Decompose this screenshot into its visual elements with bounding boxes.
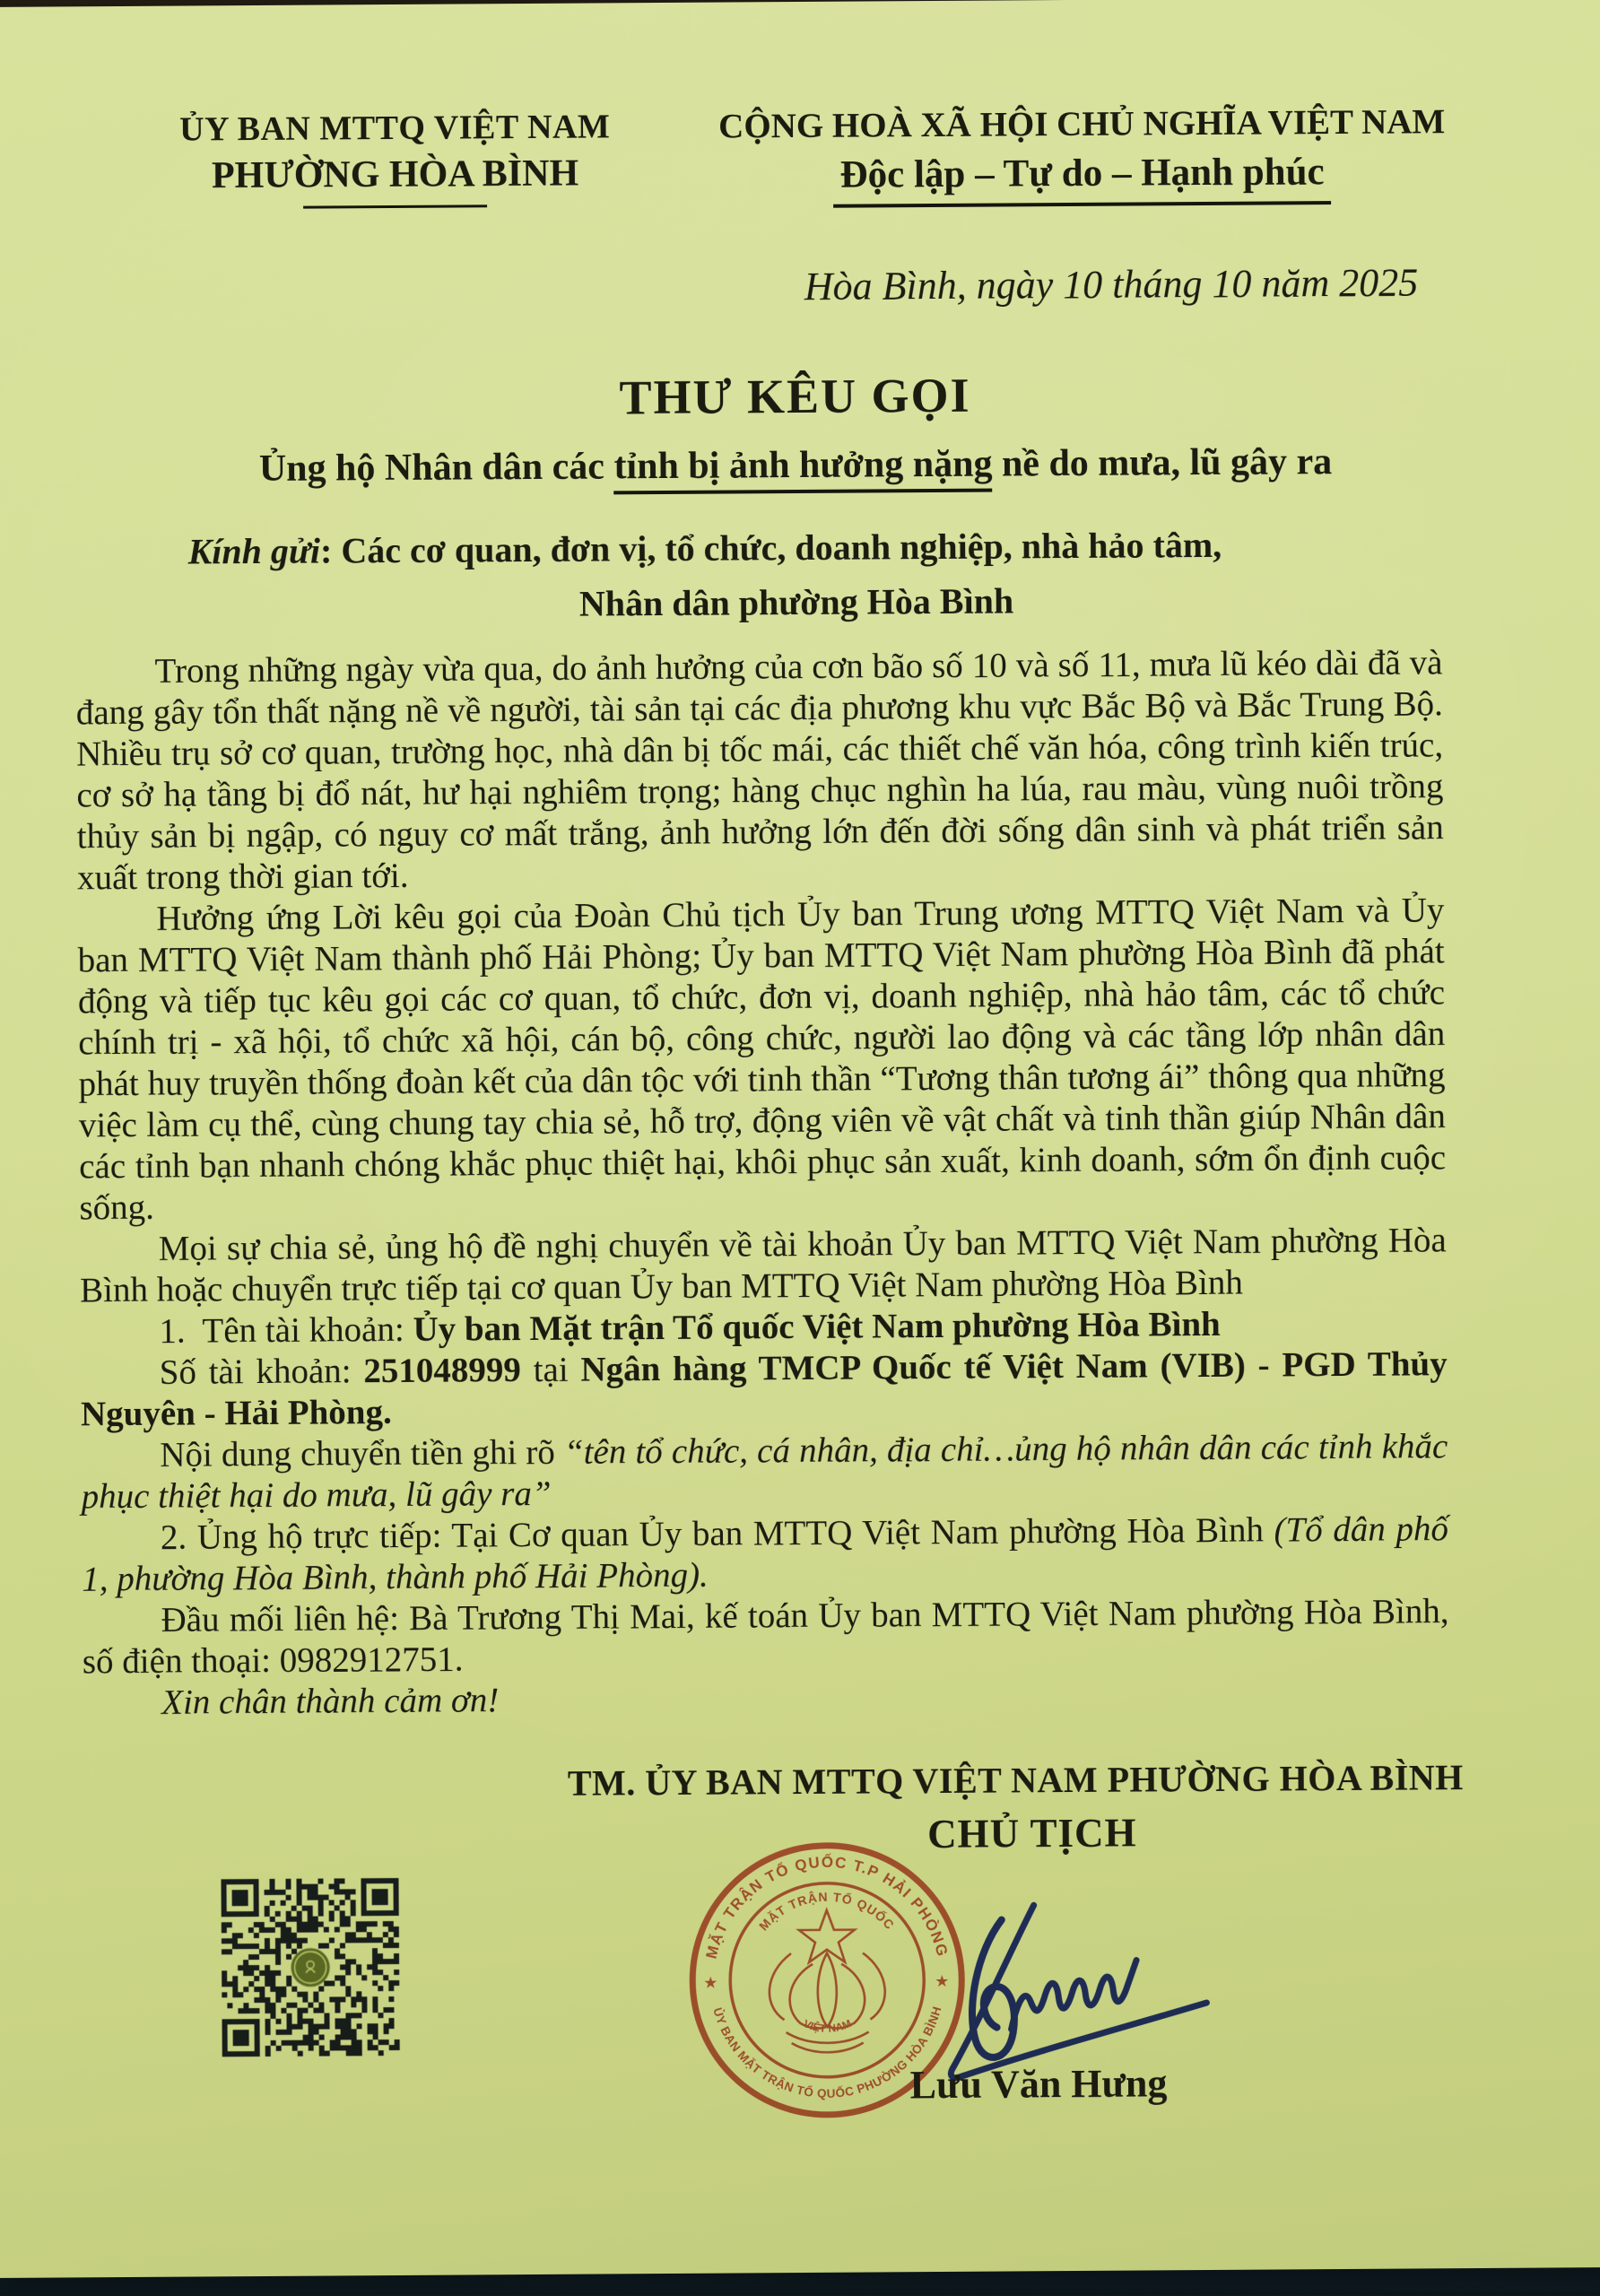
issuing-org-block <box>106 107 683 213</box>
motto-underline <box>833 201 1331 208</box>
letterhead <box>106 101 1481 213</box>
account-number-label: Số tài khoản: <box>159 1352 364 1392</box>
date-line: Hòa Bình, ngày 10 tháng 10 năm 2025 <box>804 260 1419 309</box>
issuing-org-line2: PHƯỜNG HÒA BÌNH <box>211 152 579 197</box>
thanks-line: Xin chân thành cảm ơn! <box>161 1681 500 1722</box>
letter-body <box>75 642 1449 1724</box>
account-name-label: 1. Tên tài khoản: <box>159 1309 413 1351</box>
account-number-line <box>81 1344 1448 1435</box>
contact-line: Đầu mối liên hệ: Bà Trương Thị Mai, kế toán Ủy ban MTTQ Việt Nam phường Hòa Bình, số điện thoại: 0982912751. <box>82 1592 1449 1682</box>
bank-name: Ngân hàng TMCP Quốc tế Việt Nam (VIB) - PGD Thủy Nguyên - Hải Phòng. <box>80 1344 1448 1434</box>
subtitle-underlined: tỉnh bị ảnh hưởng nặng <box>613 444 992 495</box>
issuing-org-line1: ỦY BAN MTTQ VIỆT NAM <box>179 108 611 149</box>
document-title: THƯ KÊU GỌI <box>619 368 971 425</box>
paragraph-appeal: Hưởng ứng Lời kêu gọi của Đoàn Chủ tịch Ủy ban Trung ương MTTQ Việt Nam và Ủy ban MTTQ Việt Nam thành phố Hải Phòng; Ủy ban MTTQ Việt Nam phường Hòa Bình đã phát động và tiếp tục kêu gọi các cơ quan, tổ chức, đơn vị, doanh nghiệp, nhà hảo tâm, các tổ chức chính trị - xã hội, tổ chức xã hội, cán bộ, công chức, người lao động và các tầng lớp nhân dân phát huy truyền thống đoàn kết của dân tộc với tinh thần “Tương thân tương ái” thông qua những việc làm cụ thể, cùng chung tay chia sẻ, hỗ trợ, động viên về vật chất và tinh thần giúp Nhân dân các tỉnh bạn nhanh chóng khắc phục thiệt hại, khôi phục sản xuất, kinh doanh, sớm ổn định cuộc sống. <box>77 891 1447 1228</box>
transfer-note-text: “tên tổ chức, cá nhân, địa chỉ…ủng hộ nhân dân các tỉnh khắc phục thiệt hại do mưa, lũ gây ra” <box>81 1427 1448 1517</box>
qr-code <box>218 1875 402 2059</box>
subtitle-pre: Ủng hộ Nhân dân các <box>258 446 614 490</box>
direct-donation-address: (Tổ dân phố 1, phường Hòa Bình, thành phố Hải Phòng). <box>82 1509 1449 1599</box>
account-number-mid: tại <box>520 1350 581 1390</box>
transfer-note-line <box>81 1426 1448 1518</box>
national-motto-block <box>683 101 1481 209</box>
stamp-ring-bottom-text: ỦY BAN MẶT TRẬN TỔ QUỐC PHƯỜNG HÒA BÌNH <box>710 2005 944 2100</box>
stamp-ring-top-text: MẶT TRẬN TỔ QUỐC T.P HẢI PHÒNG <box>702 1853 952 1961</box>
org-underline <box>303 204 487 208</box>
salutation-line2: Nhân dân phường Hòa Bình <box>578 580 1014 624</box>
signing-org-line: TM. ỦY BAN MTTQ VIỆT NAM PHƯỜNG HÒA BÌNH <box>567 1757 1464 1804</box>
account-name-value: Ủy ban Mặt trận Tổ quốc Việt Nam phường Hòa Bình <box>413 1304 1221 1349</box>
signer-name: Lưu Văn Hưng <box>909 2061 1168 2108</box>
stamp-inner-top-text: MẶT TRẬN TỔ QUỐC <box>756 1889 898 1934</box>
stamp-star-right-icon: ★ <box>935 1971 950 1991</box>
signer-title: CHỦ TỊCH <box>926 1810 1137 1857</box>
stamp-star-left-icon: ★ <box>703 1973 718 1992</box>
national-title: CỘNG HOÀ XÃ HỘI CHỦ NGHĨA VIỆT NAM <box>718 102 1446 146</box>
salutation-recipients: : Các cơ quan, đơn vị, tổ chức, doanh nghiệp, nhà hảo tâm, <box>319 524 1222 571</box>
paragraph-transfer-info: Mọi sự chia sẻ, ủng hộ đề nghị chuyển về tài khoản Ủy ban MTTQ Việt Nam phường Hòa Bình hoặc chuyển trực tiếp tại cơ quan Ủy ban MTTQ Việt Nam phường Hòa Bình <box>79 1221 1447 1310</box>
document-subtitle <box>0 439 1600 492</box>
salutation-label: Kính gửi <box>187 530 321 572</box>
subtitle-post: nề do mưa, lũ gây ra <box>992 441 1333 485</box>
national-motto: Độc lập – Tự do – Hạnh phúc <box>839 151 1325 196</box>
paragraph-context: Trong những ngày vừa qua, do ảnh hưởng của cơn bão số 10 và số 11, mưa lũ kéo dài đã và đang gây tổn thất nặng nề về người, tài sản tại các địa phương khu vực Bắc Bộ và Bắc Trung Bộ. Nhiều trụ sở cơ quan, trường học, nhà dân bị tốc mái, các thiết chế văn hóa, công trình kiến trúc, cơ sở hạ tầng bị đổ nát, hư hại nghiêm trọng; hàng chục nghìn ha lúa, rau màu, vùng nuôi trồng thủy sản bị ngập, có nguy cơ mất trắng, ảnh hưởng lớn đến đời sống dân sinh và phát triển sản xuất trong thời gian tới. <box>75 643 1444 898</box>
direct-donation-main: 2. Ủng hộ trực tiếp: Tại Cơ quan Ủy ban MTTQ Việt Nam phường Hòa Bình <box>160 1510 1274 1557</box>
stamp-inner-bottom-text: VIỆT NAM <box>801 2016 854 2035</box>
salutation-line1 <box>0 521 1600 574</box>
signature-area <box>0 1853 1600 2133</box>
transfer-note-label: Nội dung chuyển tiền ghi rõ <box>160 1432 565 1474</box>
account-number-value: 251048999 <box>363 1351 522 1391</box>
direct-donation-line <box>82 1509 1449 1600</box>
